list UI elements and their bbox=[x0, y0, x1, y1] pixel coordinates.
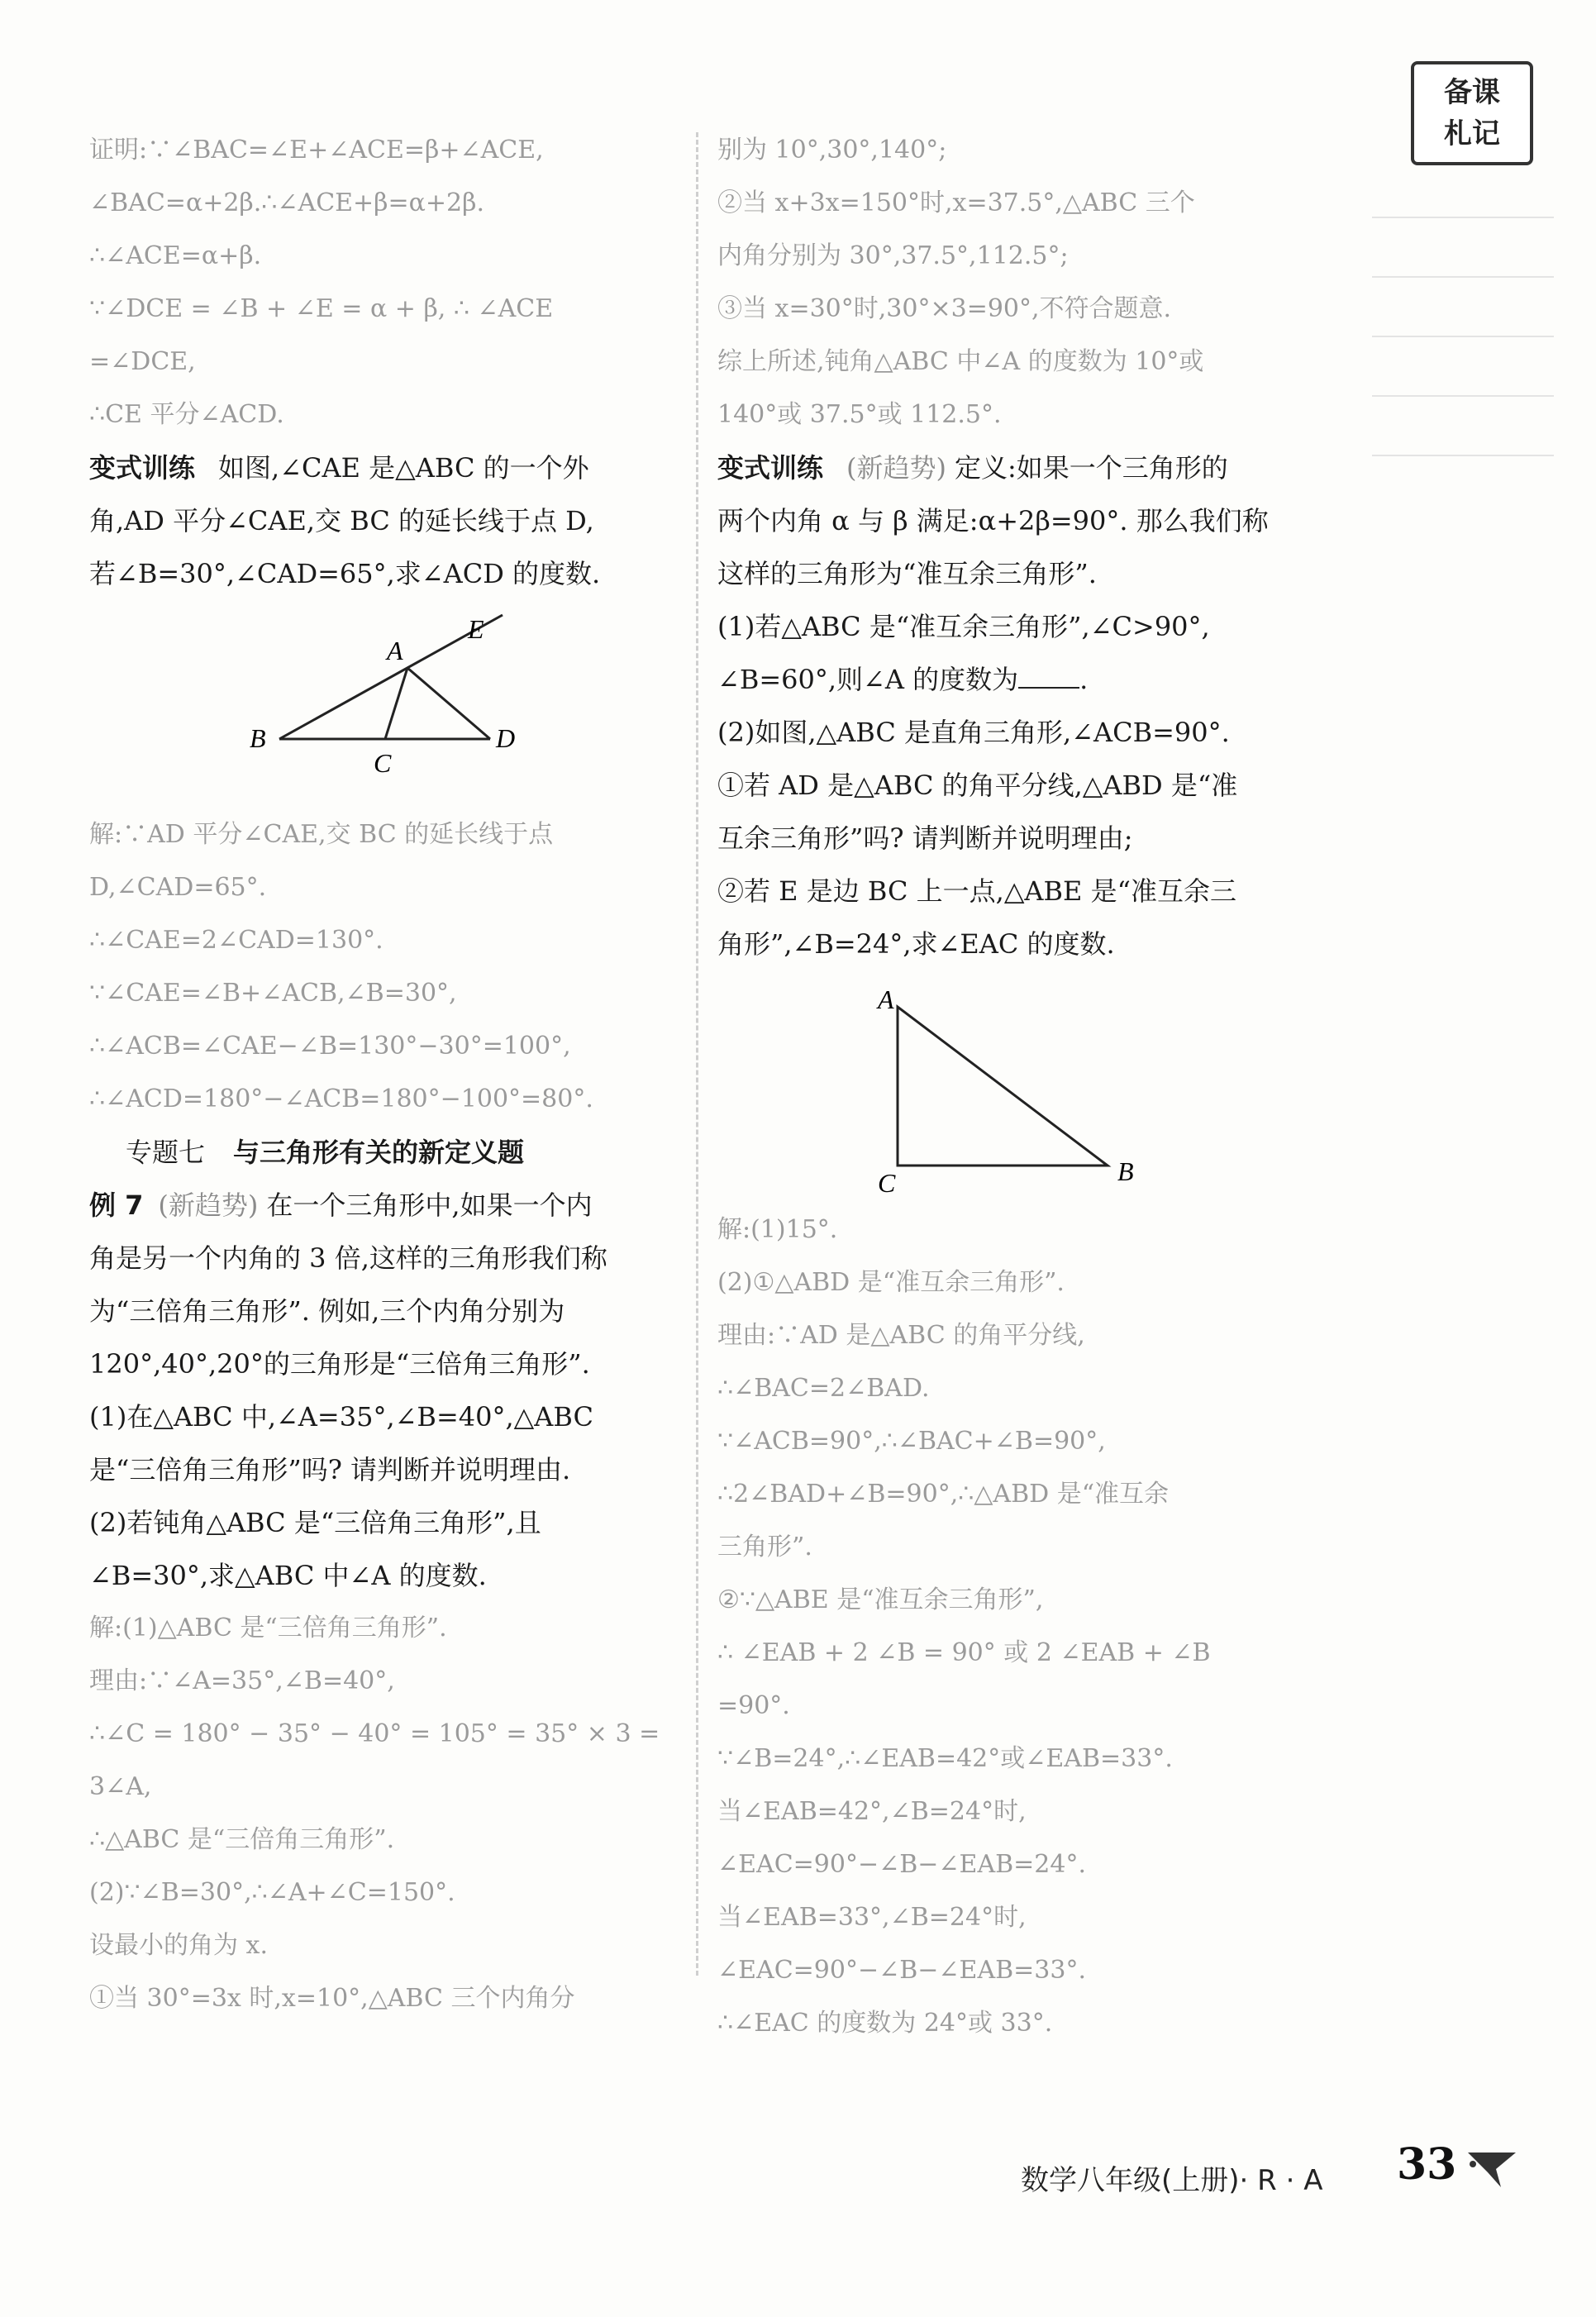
solution-line: ∴ ∠EAB + 2 ∠B = 90° 或 2 ∠EAB + ∠B bbox=[717, 1638, 1211, 1667]
example-solution-line: ∴△ABC 是“三倍角三角形”. bbox=[89, 1825, 395, 1854]
solution-line: (2)①△ABD 是“准互余三角形”. bbox=[717, 1268, 1065, 1297]
solution-line: ②∵△ABE 是“准互余三角形”, bbox=[717, 1585, 1044, 1614]
example-solution-line: ①当 30°=3x 时,x=10°,△ABC 三个内角分 bbox=[89, 1984, 575, 2013]
solution-line: ∴∠EAC 的度数为 24°或 33°. bbox=[717, 2009, 1053, 2038]
notes-rule bbox=[1372, 455, 1554, 456]
proof-line: ∴∠ACE=α+β. bbox=[89, 241, 262, 270]
solution-line: 解:∵AD 平分∠CAE,交 BC 的延长线于点 bbox=[89, 820, 554, 849]
example-solution-line: 解:(1)△ABC 是“三倍角三角形”. bbox=[89, 1614, 447, 1642]
proof-line: ∴CE 平分∠ACD. bbox=[89, 400, 284, 429]
right-column bbox=[717, 124, 1313, 2050]
example-tag: (新趋势) bbox=[158, 1189, 259, 1221]
triangle-abc bbox=[898, 1007, 1108, 1166]
variant-line: 若∠B=30°,∠CAD=65°,求∠ACD 的度数. bbox=[89, 558, 601, 589]
example-line: ∠B=30°,求△ABC 中∠A 的度数. bbox=[89, 1560, 487, 1591]
right-triangle-figure bbox=[717, 975, 1313, 1199]
label-b: B bbox=[250, 723, 266, 753]
example-solution-continued bbox=[717, 124, 1313, 441]
column-divider bbox=[696, 132, 698, 1976]
topic-heading bbox=[89, 1126, 680, 1179]
example-solution bbox=[89, 1602, 680, 2025]
notes-rule bbox=[1372, 336, 1554, 337]
solution-cont-line: 综上所述,钝角△ABC 中∠A 的度数为 10°或 bbox=[717, 347, 1204, 376]
question-2-line: ②若 E 是边 BC 上一点,△ABE 是“准互余三 bbox=[717, 875, 1236, 907]
notes-rule bbox=[1372, 217, 1554, 218]
solution-line: ∠EAC=90°−∠B−∠EAB=33°. bbox=[717, 1956, 1087, 1985]
label-c: C bbox=[878, 1168, 896, 1198]
solution-line: ∠EAC=90°−∠B−∠EAB=24°. bbox=[717, 1850, 1087, 1879]
example-line: 120°,40°,20°的三角形是“三倍角三角形”. bbox=[89, 1348, 590, 1380]
solution-line: D,∠CAD=65°. bbox=[89, 873, 267, 902]
question-1-end: . bbox=[1079, 664, 1089, 695]
solution-line: 解:(1)15°. bbox=[717, 1215, 838, 1244]
variant-trend-tag: (新趋势) bbox=[846, 452, 946, 484]
triangle-figure-abcd bbox=[89, 605, 680, 803]
label-e: E bbox=[468, 614, 484, 644]
example-line: 是“三倍角三角形”吗? 请判断并说明理由. bbox=[89, 1454, 571, 1485]
solution-line: =90°. bbox=[717, 1691, 790, 1720]
solution-cont-line: ③当 x=30°时,30°×3=90°,不符合题意. bbox=[717, 294, 1172, 323]
solution-cont-line: 别为 10°,30°,140°; bbox=[717, 136, 947, 164]
solution-line: 当∠EAB=42°,∠B=24°时, bbox=[717, 1797, 1027, 1826]
example-solution-line: 理由:∵∠A=35°,∠B=40°, bbox=[89, 1666, 395, 1695]
solution-line: ∴∠BAC=2∠BAD. bbox=[717, 1374, 930, 1403]
variant-line: 这样的三角形为“准互余三角形”. bbox=[717, 558, 1097, 589]
label-a: A bbox=[387, 636, 403, 665]
proof-block bbox=[89, 124, 680, 441]
variant-solution bbox=[89, 808, 680, 1126]
example-7 bbox=[89, 1179, 680, 1602]
proof-line: ∠BAC=α+2β.∴∠ACE+β=α+2β. bbox=[89, 188, 485, 217]
solution-cont-line: 140°或 37.5°或 112.5°. bbox=[717, 400, 1002, 429]
question-2-line: 角形”,∠B=24°,求∠EAC 的度数. bbox=[717, 928, 1115, 960]
notes-box bbox=[1411, 61, 1533, 165]
example-line: (2)若钝角△ABC 是“三倍角三角形”,且 bbox=[89, 1507, 541, 1538]
footer-book-title: 数学八年级(上册)· R · A bbox=[1021, 2164, 1323, 2197]
solution-cont-line: 内角分别为 30°,37.5°,112.5°; bbox=[717, 241, 1069, 270]
example-solution-line: 3∠A, bbox=[89, 1772, 152, 1801]
variant-tag: 变式训练 bbox=[717, 452, 824, 484]
solution-line: ∵∠CAE=∠B+∠ACB,∠B=30°, bbox=[89, 979, 457, 1008]
variant-line: 两个内角 α 与 β 满足:α+2β=90°. 那么我们称 bbox=[717, 505, 1269, 536]
question-2-line: ①若 AD 是△ABC 的角平分线,△ABD 是“准 bbox=[717, 770, 1238, 801]
solution-line: ∵∠B=24°,∴∠EAB=42°或∠EAB=33°. bbox=[717, 1744, 1173, 1773]
variant-exercise-2 bbox=[717, 441, 1313, 970]
label-d: D bbox=[496, 723, 516, 753]
example-solution-line: 设最小的角为 x. bbox=[89, 1931, 268, 1960]
example-line: 角是另一个内角的 3 倍,这样的三角形我们称 bbox=[89, 1242, 607, 1274]
variant-line: 定义:如果一个三角形的 bbox=[955, 452, 1228, 484]
example-solution-line: ∴∠C = 180° − 35° − 40° = 105° = 35° × 3 = bbox=[89, 1719, 660, 1748]
solution-cont-line: ②当 x+3x=150°时,x=37.5°,△ABC 三个 bbox=[717, 188, 1195, 217]
proof-line: =∠DCE, bbox=[89, 347, 196, 376]
question-2-line: 互余三角形”吗? 请判断并说明理由; bbox=[717, 822, 1133, 854]
notes-rule bbox=[1372, 395, 1554, 397]
label-a: A bbox=[878, 984, 894, 1014]
proof-line: ∵∠DCE = ∠B + ∠E = α + β, ∴ ∠ACE bbox=[89, 294, 554, 323]
solution-line: 当∠EAB=33°,∠B=24°时, bbox=[717, 1903, 1027, 1932]
solution-line: 理由:∵AD 是△ABC 的角平分线, bbox=[717, 1321, 1085, 1350]
solution-line: 三角形”. bbox=[717, 1533, 812, 1561]
notes-box-line2: 札记 bbox=[1444, 117, 1500, 150]
variant-line: 如图,∠CAE 是△ABC 的一个外 bbox=[218, 452, 589, 484]
topic-tag: 专题七 bbox=[126, 1137, 206, 1168]
solution-line: ∴∠ACD=180°−∠ACB=180°−100°=80°. bbox=[89, 1085, 593, 1113]
variant-line: 角,AD 平分∠CAE,交 BC 的延长线于点 D, bbox=[89, 505, 594, 536]
proof-line: 证明:∵∠BAC=∠E+∠ACE=β+∠ACE, bbox=[89, 136, 544, 164]
topic-title: 与三角形有关的新定义题 bbox=[233, 1137, 525, 1168]
question-1-line2: ∠B=60°,则∠A 的度数为 bbox=[717, 664, 1019, 695]
answer-blank bbox=[1018, 665, 1079, 689]
example-line: 在一个三角形中,如果一个内 bbox=[266, 1189, 593, 1221]
label-c: C bbox=[374, 748, 392, 778]
notes-rule bbox=[1372, 276, 1554, 278]
corner-ornament-icon bbox=[1463, 2144, 1521, 2194]
example-label: 例 7 bbox=[89, 1189, 144, 1221]
example-line: 为“三倍角三角形”. 例如,三个内角分别为 bbox=[89, 1295, 565, 1327]
question-2-line: (2)如图,△ABC 是直角三角形,∠ACB=90°. bbox=[717, 717, 1230, 748]
variant-exercise bbox=[89, 441, 680, 600]
question-1: (1)若△ABC 是“准互余三角形”,∠C>90°, bbox=[717, 611, 1210, 642]
example-solution-line: (2)∵∠B=30°,∴∠A+∠C=150°. bbox=[89, 1878, 455, 1907]
solution-line: ∵∠ACB=90°,∴∠BAC+∠B=90°, bbox=[717, 1427, 1106, 1456]
left-column bbox=[89, 124, 680, 2025]
notes-box-line1: 备课 bbox=[1444, 76, 1500, 109]
example-line: (1)在△ABC 中,∠A=35°,∠B=40°,△ABC bbox=[89, 1401, 593, 1433]
solution-line: ∴∠ACB=∠CAE−∠B=130°−30°=100°, bbox=[89, 1032, 571, 1061]
solution-line: ∴∠CAE=2∠CAD=130°. bbox=[89, 926, 384, 955]
variant-tag: 变式训练 bbox=[89, 452, 196, 484]
page-number: 33 bbox=[1397, 2139, 1457, 2190]
label-b: B bbox=[1117, 1156, 1134, 1186]
solution-line: ∴2∠BAD+∠B=90°,∴△ABD 是“准互余 bbox=[717, 1480, 1170, 1509]
variant-2-solution bbox=[717, 1204, 1313, 2050]
line-a-d bbox=[407, 668, 490, 739]
